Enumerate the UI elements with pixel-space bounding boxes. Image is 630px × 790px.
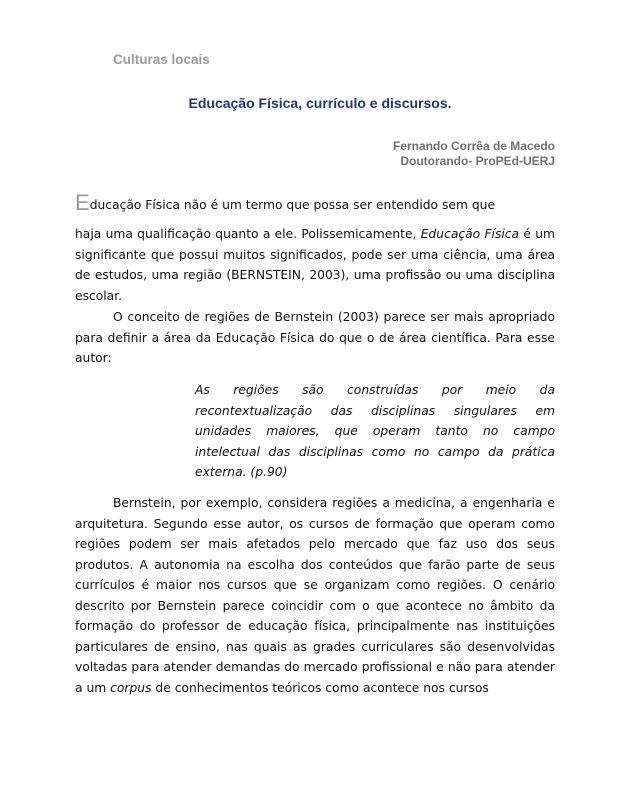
paragraph-4-part-b: de conhecimentos teóricos como acontece nos cursos xyxy=(151,680,489,695)
author-block xyxy=(393,139,555,169)
section-label: Culturas locais xyxy=(113,52,210,67)
paragraph-2-part-b: é um significante que possui muitos significados, pode ser uma ciência, uma área de estudos, uma região (BERNSTEIN, 2003), uma profissão ou uma disciplina escolar. xyxy=(75,227,555,303)
block-quote: As regiões são construídas por meio da recontextualização das disciplinas singulares em unidades maiores, que operam tanto no campo intelectual das disciplinas como no campo da prática externa. (p.90) xyxy=(195,383,555,479)
paragraph-4-emphasis: corpus xyxy=(110,680,152,695)
paragraph-4 xyxy=(75,493,555,698)
author-name: Fernando Corrêa de Macedo xyxy=(392,139,555,153)
paragraph-1 xyxy=(75,190,555,216)
paragraph-2-emphasis: Educação Física xyxy=(420,227,520,241)
paragraph-1-text: ducação Física não é um termo que possa ser entendido sem que xyxy=(89,198,496,212)
paragraph-2 xyxy=(75,224,555,306)
paragraph-3: O conceito de regiões de Bernstein (2003) parece ser mais apropriado para definir a área da Educação Física do que o de área científica. Para esse autor: xyxy=(75,310,555,365)
article-title: Educação Física, currículo e discursos. xyxy=(188,95,452,111)
paragraph-2-part-a: haja uma qualificação quanto a ele. Polissemicamente, xyxy=(75,227,421,241)
paragraph-4-part-a: Bernstein, por exemplo, considera regiões a medicina, a engenharia e arquitetura. Segundo esse autor, os cursos de formação que operam como regiões podem ser mais afetados pelo mercado que faz uso dos seus produtos. A autonomia na escolha dos conteúdos que farão parte de seus currículos é maior nos cursos que se organizam como regiões. O cenário descrito por Bernstein parece coincidir com o que acontece no âmbito da formação do professor de educação física, principalmente nas instituições particulares de ensino, nas quais as grades curriculares são desenvolvidas voltadas para atender demandas do mercado profissional e não para atender a um xyxy=(75,496,555,695)
author-affiliation: Doutorando- ProPEd-UERJ xyxy=(400,154,555,168)
drop-cap: E xyxy=(75,190,90,215)
